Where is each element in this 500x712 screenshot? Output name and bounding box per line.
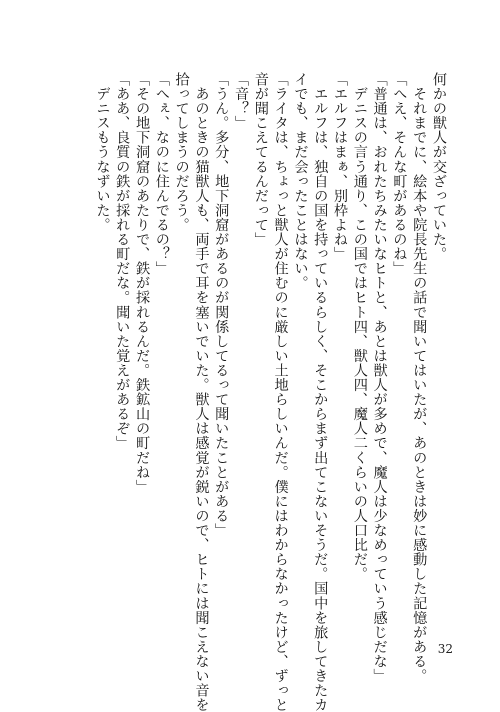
text-line: デニスもうなずいた。 [94,72,111,233]
page-number: 32 [437,642,453,656]
text-line: 「音？」 [233,72,250,131]
text-line: 「ああ、良質の鉄が採れる町だな。聞いた覚えがあるぞ」 [114,72,131,451]
text-line: 「へぇ、なのに住んでるの？」 [153,72,170,276]
text-line: 「うん。多分、地下洞窟があるのが関係してるって聞いたことがある」 [213,72,230,538]
text-line: あのときの猫獣人も、両手で耳を塞いでいた。獣人は感覚が鋭いので、ヒトには聞こえない音を [193,72,210,712]
text-line: 「普通は、おれたちみたいなヒトと、あとは獣人が多めで、魔人は少なめっていう感じだな」 [371,72,388,684]
text-line: 「へえ、そんな町があるのね」 [391,72,408,276]
text-line: 「その地下洞窟のあたりで、鉄が採れるんだ。鉄鉱山の町だね」 [134,72,151,494]
text-line: イでも、まだ会ったことはない。 [292,72,309,291]
text-line: 「ライタは、ちょっと獣人が住むのに厳しい土地らしいんだ。僕にはわからなかったけど、ずっと [272,72,289,712]
text-line: 拾ってしまうのだろう。 [173,72,190,233]
text-line: それまでに、絵本や院長先生の話で聞いてはいたが、あのときは妙に感動した記憶がある。 [411,72,428,684]
text-line: 何かの獣人が交ざっていた。 [431,72,447,262]
text-line: 「エルフはまぁ、別枠よね」 [332,72,349,262]
text-line: エルフは、独自の国を持っているらしく、そこからまず出てこないそうだ。国中を旅してきたカ [312,72,329,712]
text-line: 音が聞こえてるんだって」 [252,72,269,247]
text-line: デニスの言う通り、この国ではヒト四、獣人四、魔人二くらいの人口比だ。 [351,72,368,582]
